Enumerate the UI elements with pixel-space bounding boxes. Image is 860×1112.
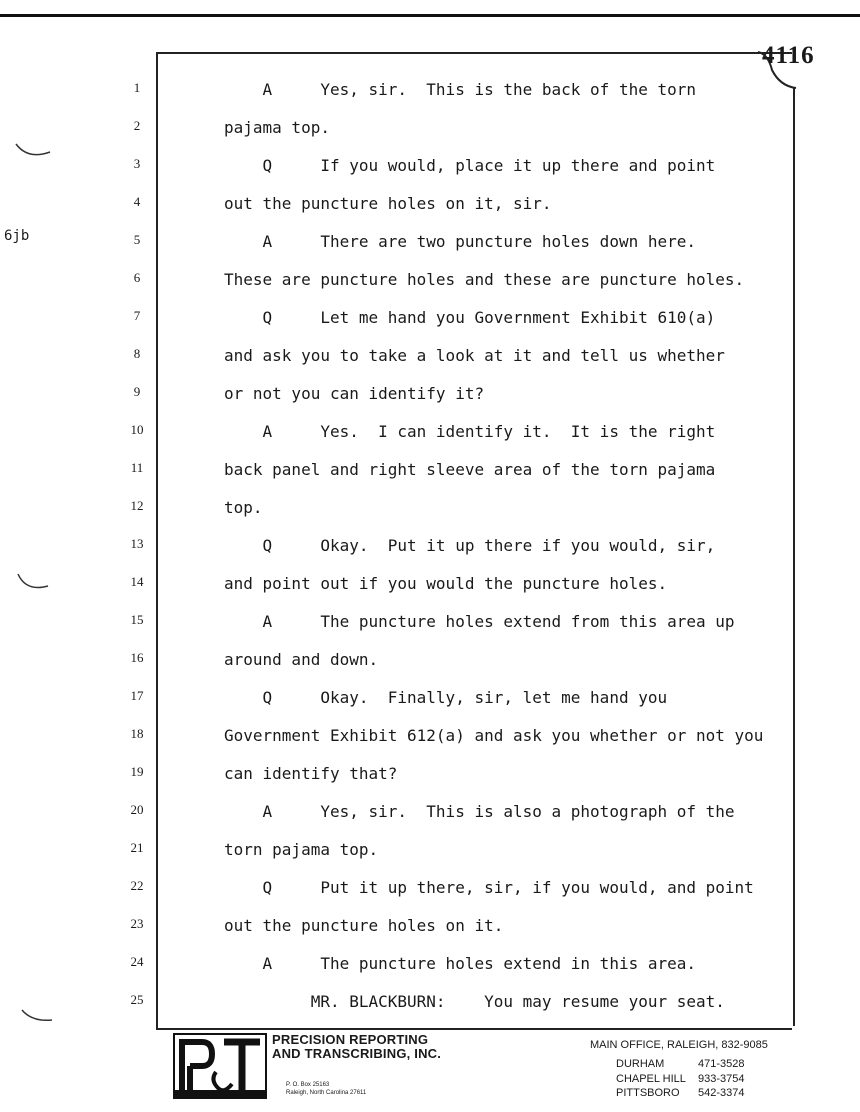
line-number: 4 <box>133 194 141 209</box>
transcript-line: out the puncture holes on it, sir. <box>224 194 552 213</box>
line-number: 16 <box>130 650 144 665</box>
transcript-line: can identify that? <box>224 764 398 783</box>
line-number: 1 <box>133 80 141 95</box>
office-city: DURHAM <box>616 1058 665 1070</box>
office-phone: 542-3374 <box>698 1087 745 1099</box>
transcript-line: back panel and right sleeve area of the torn pajama <box>224 460 716 479</box>
office-city: PITTSBORO <box>616 1087 680 1099</box>
line-number: 10 <box>130 422 144 437</box>
transcript-line: out the puncture holes on it. <box>224 916 504 935</box>
transcript-line: pajama top. <box>224 118 330 137</box>
firm-city: Raleigh, North Carolina 27611 <box>286 1090 367 1096</box>
transcript-line: Q Okay. Put it up there if you would, sir, <box>224 536 716 555</box>
margin-note: 6jb <box>4 228 30 244</box>
transcript-line: torn pajama top. <box>224 840 379 859</box>
main-office: MAIN OFFICE, RALEIGH, 832-9085 <box>590 1039 768 1051</box>
page-number: 4116 <box>762 42 815 69</box>
line-number: 6 <box>133 270 141 285</box>
line-number: 23 <box>130 916 144 931</box>
line-number: 20 <box>130 802 144 817</box>
transcript-line: top. <box>224 498 263 517</box>
line-number: 18 <box>130 726 144 741</box>
transcript-line: A Yes, sir. This is the back of the torn <box>224 80 697 99</box>
office-phone: 933-3754 <box>698 1073 745 1085</box>
line-number: 8 <box>133 346 141 361</box>
transcript-frame-right <box>793 88 795 1026</box>
transcript-line: A The puncture holes extend from this area up <box>224 612 735 631</box>
line-number: 13 <box>130 536 144 551</box>
line-number: 17 <box>130 688 144 703</box>
firm-name-line1: PRECISION REPORTING <box>272 1032 429 1047</box>
transcript-line: and point out if you would the puncture holes. <box>224 574 668 593</box>
transcript-line: A There are two puncture holes down here. <box>224 232 697 251</box>
top-rule <box>0 14 860 17</box>
line-number: 25 <box>130 992 144 1007</box>
hole-punch-mark <box>20 1006 56 1026</box>
line-number: 12 <box>130 498 144 513</box>
transcript-line: A The puncture holes extend in this area. <box>224 954 697 973</box>
transcript-line: Government Exhibit 612(a) and ask you whether or not you <box>224 726 764 745</box>
firm-name-line2: AND TRANSCRIBING, INC. <box>272 1046 442 1061</box>
line-number: 3 <box>133 156 141 171</box>
transcript-line: Q Let me hand you Government Exhibit 610(a) <box>224 308 716 327</box>
transcript-line: A Yes. I can identify it. It is the right <box>224 422 716 441</box>
transcript-line: These are puncture holes and these are puncture holes. <box>224 270 745 289</box>
line-number: 9 <box>133 384 141 399</box>
line-number: 14 <box>130 574 144 589</box>
line-number: 21 <box>130 840 144 855</box>
office-city: CHAPEL HILL <box>616 1073 686 1085</box>
precision-reporting-logo <box>172 1032 268 1100</box>
line-number: 5 <box>133 232 141 247</box>
line-number: 15 <box>130 612 144 627</box>
transcript-line: Q Put it up there, sir, if you would, and point <box>224 878 754 897</box>
hole-punch-mark <box>14 138 54 160</box>
line-number: 24 <box>130 954 144 969</box>
transcript-line: Q Okay. Finally, sir, let me hand you <box>224 688 668 707</box>
transcript-line: and ask you to take a look at it and tell us whether <box>224 346 725 365</box>
hole-punch-mark <box>16 570 52 594</box>
firm-po-box: P. O. Box 25163 <box>286 1082 330 1088</box>
transcript-line: MR. BLACKBURN: You may resume your seat. <box>224 992 725 1011</box>
transcript-line: or not you can identify it? <box>224 384 485 403</box>
office-phone: 471-3528 <box>698 1058 745 1070</box>
line-number: 2 <box>133 118 141 133</box>
line-number: 19 <box>130 764 144 779</box>
transcript-line: around and down. <box>224 650 379 669</box>
transcript-line: Q If you would, place it up there and point <box>224 156 716 175</box>
line-number: 22 <box>130 878 144 893</box>
line-number: 7 <box>133 308 141 323</box>
transcript-line: A Yes, sir. This is also a photograph of the <box>224 802 735 821</box>
line-number: 11 <box>130 460 144 475</box>
